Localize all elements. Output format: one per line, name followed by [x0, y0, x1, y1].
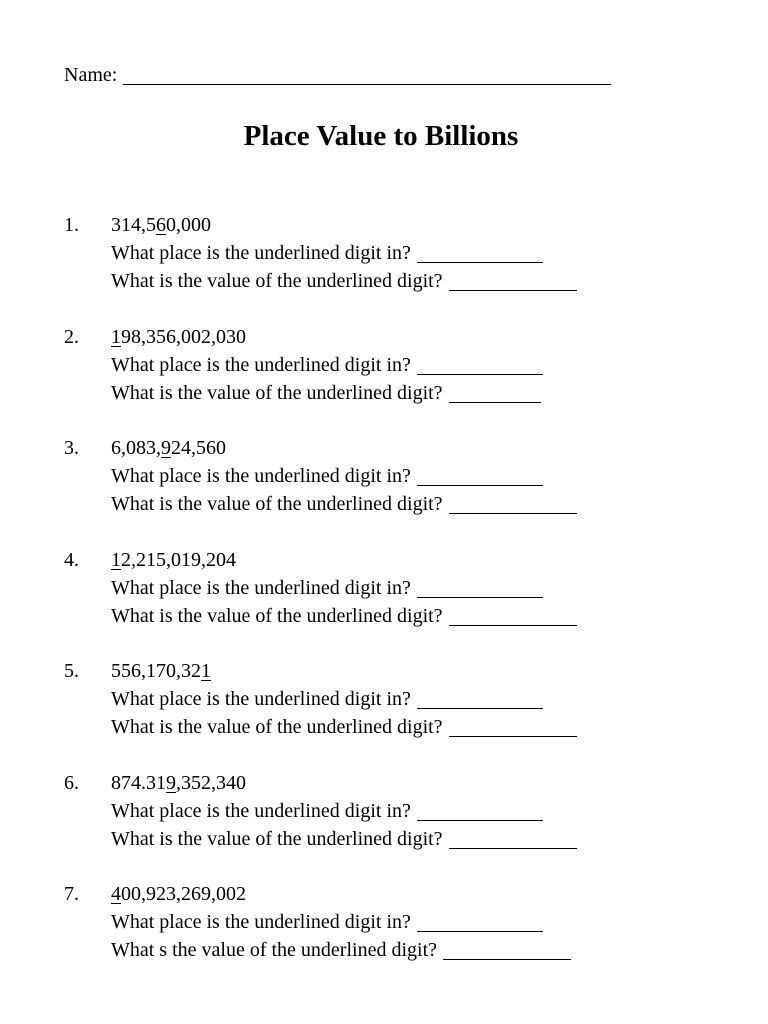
value-answer-blank[interactable]	[449, 495, 577, 514]
value-answer-blank[interactable]	[449, 607, 577, 626]
problem-figure	[111, 657, 577, 685]
problem-figure	[111, 434, 577, 462]
underlined-digit: 1	[111, 548, 121, 571]
value-answer-blank[interactable]	[443, 941, 571, 960]
place-question: What place is the underlined digit in?	[111, 911, 411, 933]
place-question: What place is the underlined digit in?	[111, 799, 411, 822]
figure-after: 0,000	[166, 214, 211, 236]
problem-item	[64, 546, 704, 658]
problem-number: 4.	[64, 548, 79, 571]
problem-number: 2.	[64, 325, 79, 348]
figure-before: 874.31	[111, 771, 166, 794]
value-answer-blank[interactable]	[449, 272, 577, 291]
value-answer-blank[interactable]	[449, 830, 577, 849]
figure-before: 6,083,	[111, 437, 161, 459]
place-answer-blank[interactable]	[417, 913, 543, 932]
name-row	[64, 62, 611, 87]
place-answer-blank[interactable]	[417, 802, 543, 821]
place-question: What place is the underlined digit in?	[111, 465, 411, 487]
problem-number: 7.	[64, 883, 79, 905]
place-answer-blank[interactable]	[417, 356, 543, 375]
place-answer-blank[interactable]	[417, 690, 543, 709]
problem-figure	[111, 546, 577, 574]
underlined-digit: 6	[156, 214, 166, 236]
problem-item	[64, 434, 704, 546]
place-answer-blank[interactable]	[417, 579, 543, 598]
value-answer-blank[interactable]	[449, 384, 541, 403]
figure-after: 2,215,019,204	[121, 548, 236, 571]
problem-figure	[111, 323, 543, 351]
figure-after: 24,560	[171, 437, 226, 459]
problem-figure	[111, 880, 571, 908]
value-question: What is the value of the underlined digit?	[111, 381, 443, 404]
figure-before: 556,170,32	[111, 660, 201, 682]
figure-after: 98,356,002,030	[121, 325, 246, 348]
page-title: Place Value to Billions	[243, 120, 519, 152]
problem-item	[64, 323, 704, 435]
underlined-digit: 4	[111, 883, 121, 905]
problem-item	[64, 880, 704, 992]
place-answer-blank[interactable]	[417, 244, 543, 263]
value-question: What is the value of the underlined digit?	[111, 493, 443, 515]
name-label: Name:	[64, 64, 118, 86]
underlined-digit: 1	[201, 660, 211, 682]
figure-before: 314,5	[111, 214, 156, 236]
problem-number: 3.	[64, 437, 79, 459]
problem-item	[64, 211, 704, 323]
problem-number: 1.	[64, 214, 79, 236]
problem-figure	[111, 211, 577, 239]
figure-after: ,352,340	[176, 771, 246, 794]
figure-after: 00,923,269,002	[121, 883, 246, 905]
value-answer-blank[interactable]	[449, 718, 577, 737]
problem-number: 5.	[64, 660, 79, 682]
place-question: What place is the underlined digit in?	[111, 242, 411, 264]
name-blank[interactable]	[123, 66, 611, 85]
problem-item	[64, 657, 704, 769]
place-question: What place is the underlined digit in?	[111, 353, 411, 376]
underlined-digit: 9	[166, 771, 176, 794]
underlined-digit: 9	[161, 437, 171, 459]
problem-number: 6.	[64, 771, 79, 794]
value-question: What is the value of the underlined digit?	[111, 270, 443, 292]
value-question: What s the value of the underlined digit?	[111, 939, 438, 961]
problem-figure	[111, 769, 577, 797]
value-question: What is the value of the underlined digit?	[111, 716, 443, 738]
problem-item	[64, 769, 704, 881]
place-answer-blank[interactable]	[417, 467, 543, 486]
problem-list	[64, 211, 704, 992]
underlined-digit: 1	[111, 325, 121, 348]
place-question: What place is the underlined digit in?	[111, 688, 411, 710]
value-question: What is the value of the underlined digit?	[111, 604, 443, 627]
value-question: What is the value of the underlined digit?	[111, 827, 443, 850]
place-question: What place is the underlined digit in?	[111, 576, 411, 599]
